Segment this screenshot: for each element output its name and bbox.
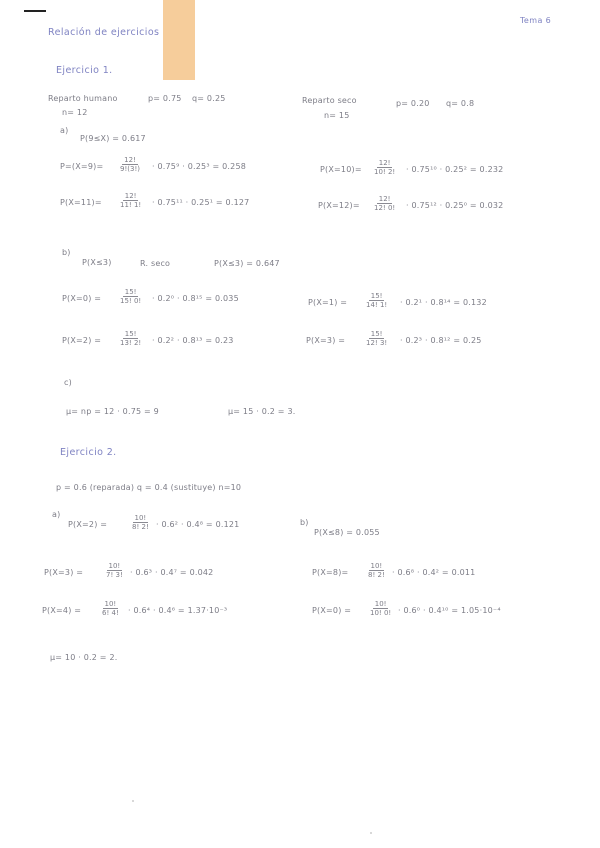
ej1-b-r1-rhs: · 0.2¹ · 0.8¹⁴ = 0.132 [400,298,487,307]
frac-num: 12! [124,192,137,200]
frac-num: 12! [378,195,391,203]
frac-num: 10! [108,562,121,570]
frac-num: 12! [378,159,391,167]
frac-num: 10! [104,600,117,608]
ej1-a-r2-rhs: · 0.75¹² · 0.25⁰ = 0.032 [406,201,504,210]
frac-den: 10! 2! [374,168,396,176]
ej1-a-l1-rhs: · 0.75⁹ · 0.25³ = 0.258 [152,162,247,171]
ej2-a-l2-frac [104,562,125,579]
ej2-title: Ejercicio 2. [60,447,117,458]
ej1-b-stmt1: P(X≤3) [82,258,112,267]
ej1-b-label: b) [62,248,71,257]
frac-den: 13! 2! [120,339,142,347]
ej1-a-r1-frac [372,159,397,176]
ej2-a-l3-lhs: P(X=4) = [42,606,82,615]
frac-den: 9!(3!) [120,165,140,173]
frac-den: 14! 1! [366,301,388,309]
ej1-c-l2: μ= 15 · 0.2 = 3. [228,407,296,416]
ej1-b-r2-rhs: · 0.2³ · 0.8¹² = 0.25 [400,336,482,345]
ej1-b-stmt2: R. seco [140,259,171,268]
ej1-a-l1-lhs: P=(X=9)= [60,162,104,171]
frac-num: 15! [124,330,137,338]
page-title: Relación de ejercicios [48,27,160,38]
frac-den: 12! 3! [366,339,388,347]
frac-den: 15! 0! [120,297,142,305]
ej2-a-l2-lhs: P(X=3) = [44,568,84,577]
ej1-a-r2-frac [372,195,397,212]
frac-den: 10! 0! [370,609,392,617]
ej1-q-right: q= 0.8 [446,99,475,108]
frac-den: 12! 0! [374,204,396,212]
ej1-a-l2-rhs: · 0.75¹¹ · 0.25¹ = 0.127 [152,198,250,207]
ej2-a-l2-rhs: · 0.6³ · 0.4⁷ = 0.042 [130,568,214,577]
ej1-n-left: n= 12 [62,108,88,117]
ej2-b-r2-lhs: P(X=0) = [312,606,352,615]
ej2-a-l3-frac [100,600,121,617]
ej1-b-l1-frac [118,288,143,305]
ej2-params: p = 0.6 (reparada) q = 0.4 (sustituye) n=10 [56,483,242,492]
ej1-c-l1: μ= np = 12 · 0.75 = 9 [66,407,159,416]
ej1-b-l1-lhs: P(X=0) = [62,294,102,303]
ej2-a-l3-rhs: · 0.6⁴ · 0.4⁶ = 1.37·10⁻³ [128,606,228,615]
frac-den: 8! 2! [132,523,149,531]
ej1-b-l2-lhs: P(X=2) = [62,336,102,345]
ej1-a-l2-lhs: P(X=11)= [60,198,102,207]
ej1-a-label: a) [60,126,69,135]
frac-num: 10! [134,514,147,522]
tema-label: Tema 6 [520,16,552,25]
top-line [24,10,46,12]
ej1-a-stmt: P(9≤X) = 0.617 [80,134,146,143]
ej1-b-r1-lhs: P(X=1) = [308,298,348,307]
ej2-b-r2-rhs: · 0.6⁰ · 0.4¹⁰ = 1.05·10⁻⁴ [398,606,501,615]
ej1-c-label: c) [64,378,72,387]
frac-num: 10! [374,600,387,608]
ej1-a-r2-lhs: P(X=12)= [318,201,360,210]
frac-den: 8! 2! [368,571,385,579]
frac-num: 12! [124,156,136,164]
ej1-title: Ejercicio 1. [56,65,113,76]
ej2-b-stmt: P(X≤8) = 0.055 [314,528,380,537]
speck [370,832,372,834]
ej2-b-r1-rhs: · 0.6⁸ · 0.4² = 0.011 [392,568,476,577]
speck [132,800,134,802]
ej1-dist-right: Reparto seco [302,96,357,105]
ej2-a-l1-lhs: P(X=2) = [68,520,108,529]
frac-num: 15! [370,330,383,338]
ej1-b-r1-frac [364,292,389,309]
ej1-p-right: p= 0.20 [396,99,430,108]
ej2-a-label: a) [52,510,61,519]
frac-num: 10! [370,562,383,570]
ej1-a-r1-rhs: · 0.75¹⁰ · 0.25² = 0.232 [406,165,504,174]
frac-num: 15! [370,292,383,300]
ej2-b-r2-frac [368,600,393,617]
ej1-b-stmt3: P(X≤3) = 0.647 [214,259,280,268]
ej1-q-left: q= 0.25 [192,94,226,103]
ej1-a-r1-lhs: P(X=10)= [320,165,362,174]
ej1-dist-left: Reparto humano [48,94,118,103]
ej1-n-right: n= 15 [324,111,350,120]
ej2-b-label: b) [300,518,309,527]
ej2-b-r1-lhs: P(X=8)= [312,568,349,577]
ej2-a-l1-frac [130,514,151,531]
ej2-a-l1-rhs: · 0.6² · 0.4⁸ = 0.121 [156,520,240,529]
ej1-p-left: p= 0.75 [148,94,182,103]
frac-num: 15! [124,288,137,296]
ej2-mu: μ= 10 · 0.2 = 2. [50,653,118,662]
ej1-b-l2-rhs: · 0.2² · 0.8¹³ = 0.23 [152,336,234,345]
ej1-b-l1-rhs: · 0.2⁰ · 0.8¹⁵ = 0.035 [152,294,239,303]
frac-den: 11! 1! [120,201,142,209]
ej1-b-r2-lhs: P(X=3) = [306,336,346,345]
ej2-b-r1-frac [366,562,387,579]
ej1-a-l2-frac [118,192,143,209]
paper-tab [163,0,195,80]
frac-den: 6! 4! [102,609,119,617]
ej1-b-l2-frac [118,330,143,347]
frac-den: 7! 3! [106,571,123,579]
ej1-b-r2-frac [364,330,389,347]
ej1-a-l1-frac [118,156,142,173]
